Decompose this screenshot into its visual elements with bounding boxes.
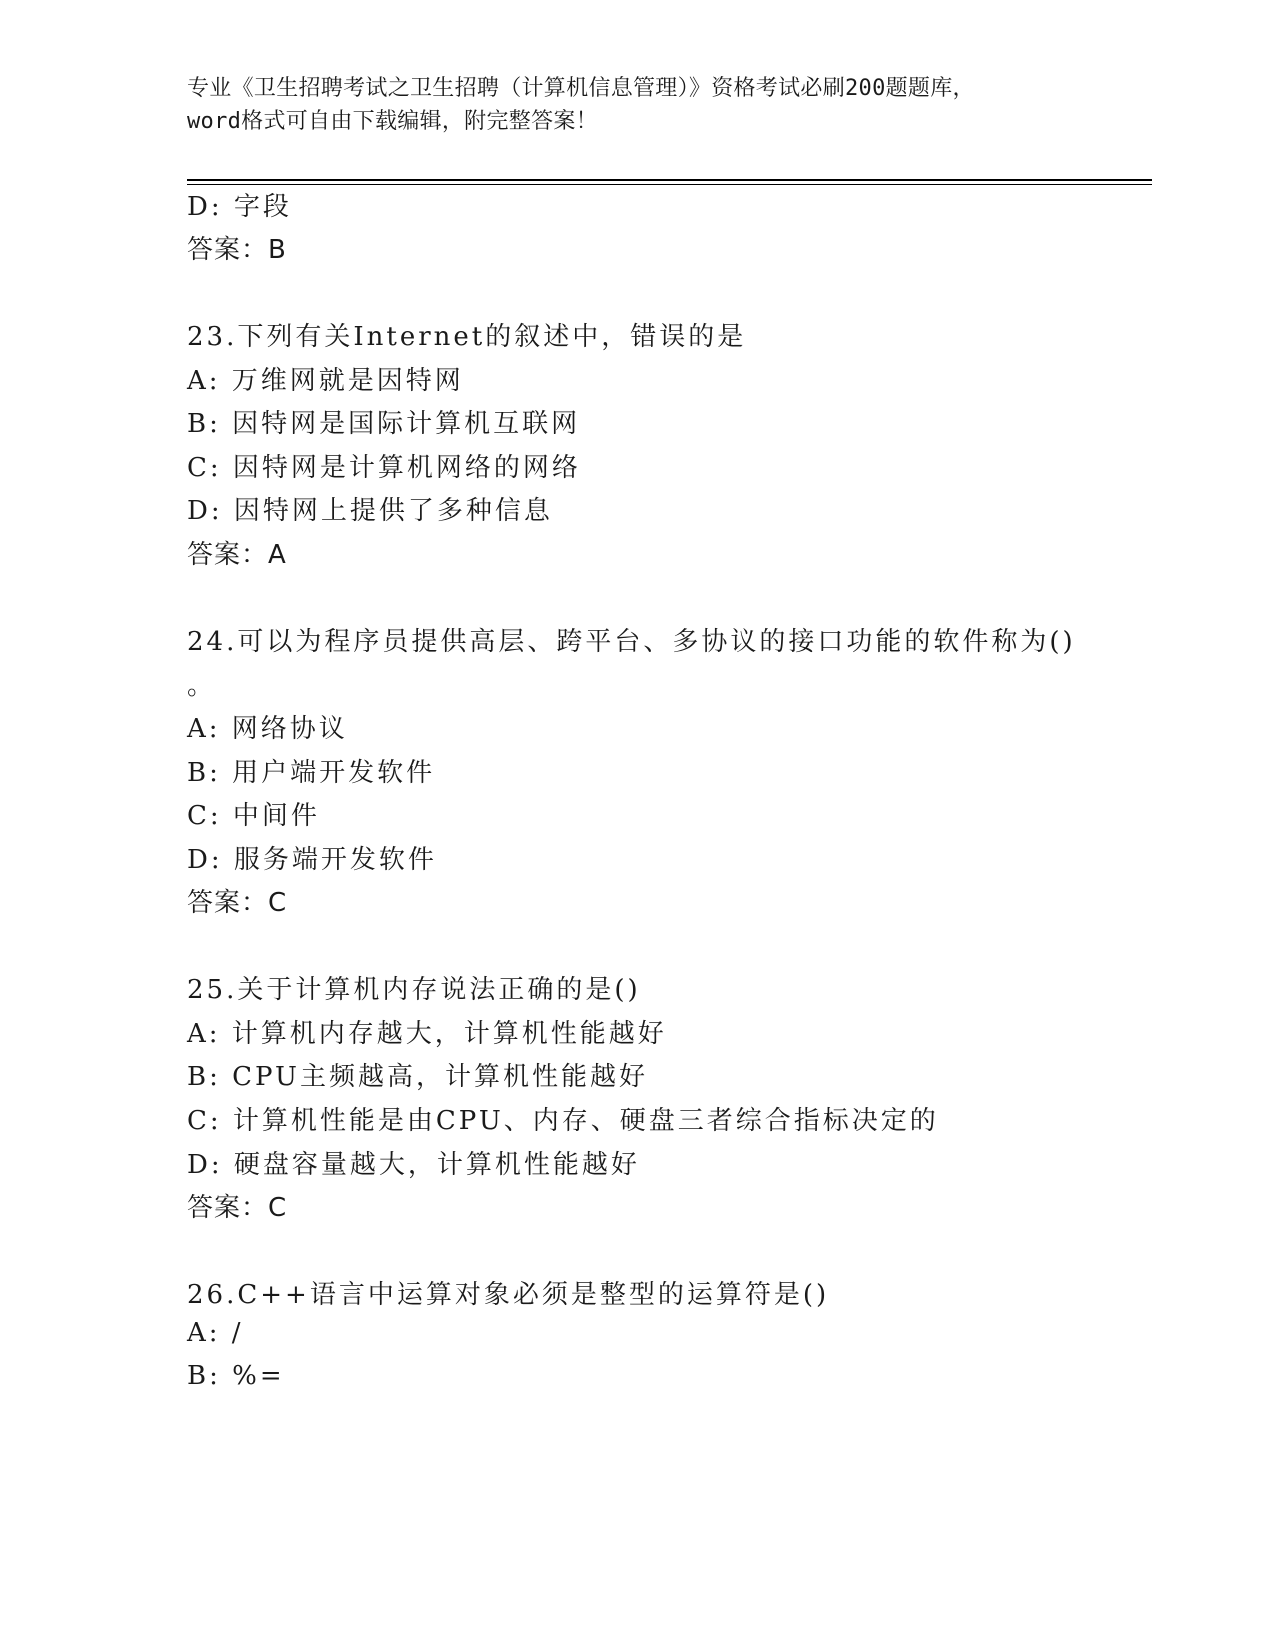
question-23-stem: 23.下列有关Internet的叙述中，错误的是 [187, 322, 747, 352]
question-24-answer: 答案：C [187, 888, 288, 918]
header-divider-thick [187, 179, 1152, 181]
question-25-option-c: C: 计算机性能是由CPU、内存、硬盘三者综合指标决定的 [187, 1106, 939, 1136]
document-header [187, 72, 1087, 138]
header-title-line-2: word格式可自由下载编辑，附完整答案！ [187, 109, 598, 134]
header-divider-thin [187, 184, 1152, 185]
question-25-option-a: A: 计算机内存越大，计算机性能越好 [187, 1019, 667, 1049]
question-25-option-b: B: CPU主频越高，计算机性能越好 [187, 1062, 648, 1092]
question-23-answer: 答案：A [187, 540, 287, 570]
question-23-option-b: B: 因特网是国际计算机互联网 [187, 409, 581, 439]
question-24-stem: 24.可以为程序员提供高层、跨平台、多协议的接口功能的软件称为() [187, 627, 1076, 657]
question-26-option-b: B: %= [187, 1361, 285, 1391]
question-25-answer: 答案：C [187, 1193, 288, 1223]
header-title-line-1: 专业《卫生招聘考试之卫生招聘（计算机信息管理）》资格考试必刷200题题库， [187, 76, 975, 101]
question-24-option-d: D: 服务端开发软件 [187, 845, 437, 875]
prev-option-d: D: 字段 [187, 192, 292, 222]
question-25-stem: 25.关于计算机内存说法正确的是() [187, 975, 641, 1005]
question-23-option-a: A: 万维网就是因特网 [187, 366, 464, 396]
question-24-stem-continuation: 。 [187, 671, 217, 701]
question-24-option-c: C: 中间件 [187, 801, 320, 831]
question-26-option-a: A: / [187, 1318, 244, 1348]
prev-answer: 答案：B [187, 235, 287, 265]
question-23-option-c: C: 因特网是计算机网络的网络 [187, 453, 581, 483]
question-26-stem: 26.C++语言中运算对象必须是整型的运算符是() [187, 1280, 830, 1310]
question-24-option-b: B: 用户端开发软件 [187, 758, 436, 788]
question-23-option-d: D: 因特网上提供了多种信息 [187, 496, 553, 526]
question-25-option-d: D: 硬盘容量越大，计算机性能越好 [187, 1150, 640, 1180]
question-24-option-a: A: 网络协议 [187, 714, 348, 744]
